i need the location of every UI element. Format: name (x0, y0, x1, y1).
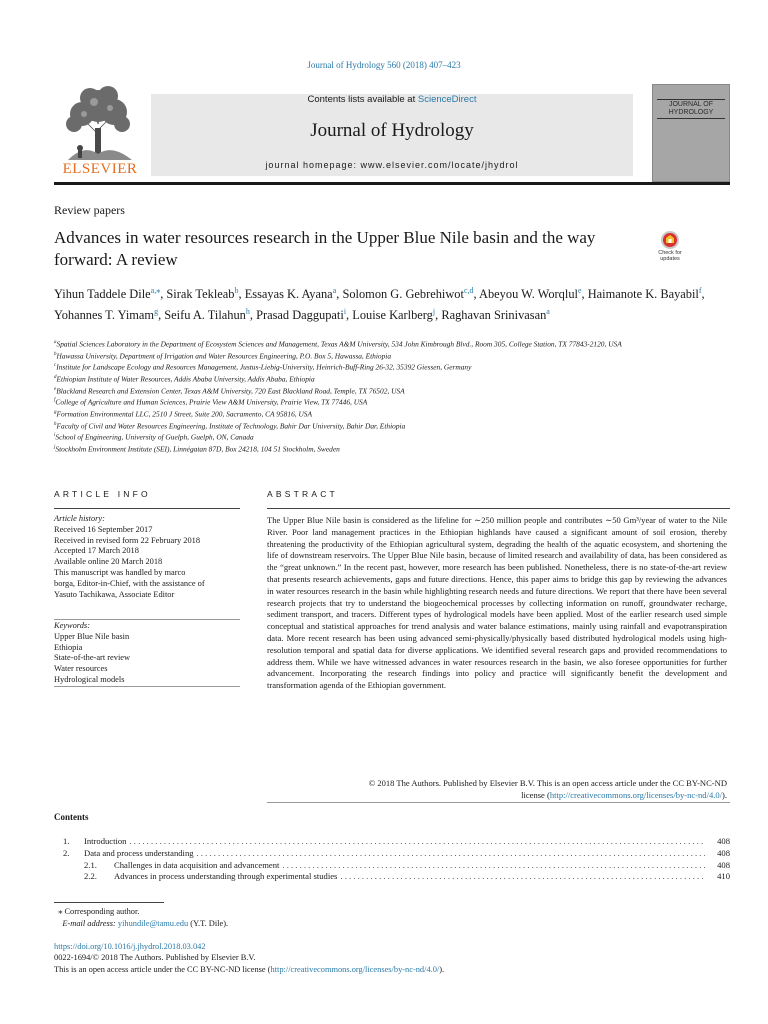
cover-title: JOURNAL OF HYDROLOGY (657, 99, 725, 119)
corresponding-author-footnote (54, 906, 730, 929)
author-name: Yohannes T. Yimam (54, 308, 155, 323)
contents-heading: Contents (54, 812, 89, 822)
author[interactable] (54, 308, 158, 322)
author[interactable] (245, 287, 337, 301)
affiliation (54, 385, 730, 397)
affiliation-key: g (54, 410, 57, 416)
affiliation-text: Spatial Sciences Laboratory in the Department of Ecosystem Sciences and Management, Texas A&M University, 534 John Kimbrough Blvd., Room 305, College Station, TX 77843-2120, USA (56, 339, 622, 349)
affiliation-key: d (54, 375, 57, 381)
affiliation-key: j (54, 445, 56, 451)
toc-number: 1. (63, 836, 70, 846)
affiliation-key: a (54, 340, 57, 345)
toc-title: Data and process understanding (84, 847, 194, 858)
affiliation-key: h (54, 421, 57, 427)
toc-page: 408 (717, 859, 730, 870)
author-name: Sirak Tekleab (166, 287, 235, 302)
toc-page: 408 (717, 847, 730, 858)
table-of-contents (54, 836, 730, 883)
toc-title: Challenges in data acquisition and advancement (114, 859, 280, 870)
author-list: Yihun Taddele Dile$^{a,⁎}$, Sirak Tekleab$^b$, Essayas K. Ayana$^a$, Solomon G. Gebrehiwot$^{c,d}$, Abeyou W. Worqlul$^e$, Haimanote K. Bayabil$^f$, Yohannes T. Yimam$^g$, Seifu A. Tilahun$^h$, Prasad Daggupati$^i$, Louise Karlberg$^j$, Raghavan Srinivasan$^a$ (54, 286, 705, 323)
affiliation-text: College of Agriculture and Human Sciences, Prairie View A&M University, Prairie View, TX 77446, USA (55, 397, 368, 407)
author-name: Seifu A. Tilahun (164, 308, 246, 323)
author-affiliation-marker[interactable]: e (577, 286, 582, 295)
article-history (54, 514, 240, 600)
affiliation (54, 373, 730, 385)
affiliation (54, 420, 730, 432)
author-name: Solomon G. Gebrehiwot (342, 287, 464, 302)
toc-leader (340, 871, 705, 883)
keyword: State-of-the-art review (54, 653, 131, 663)
author[interactable] (588, 287, 702, 301)
footnote-divider (54, 902, 164, 903)
author[interactable] (166, 287, 238, 301)
author[interactable] (441, 308, 550, 322)
affiliation-key: i (54, 433, 56, 439)
journal-title: Journal of Hydrology (310, 120, 474, 141)
affiliation-text: Faculty of Civil and Water Resources Engineering, Institute of Technology, Bahir Dar University, Bahir Dar, Ethiopia (56, 421, 406, 431)
article-section: Review papers (54, 203, 125, 217)
corresponding-author: ⁎ Corresponding author. (58, 907, 140, 916)
toc-leader (282, 860, 705, 872)
affiliation-key: c (54, 363, 57, 369)
history-entry: Accepted 17 March 2018 (54, 546, 139, 556)
divider (54, 619, 240, 620)
author-name: Raghavan Srinivasan (441, 308, 547, 323)
affiliation (54, 338, 730, 350)
author-affiliation-marker[interactable]: g (154, 307, 159, 317)
keywords-block (54, 621, 240, 686)
footer-license-link[interactable]: http://creativecommons.org/licenses/by-nc-nd/4.0/ (270, 964, 440, 974)
toc-leader (197, 848, 705, 860)
divider (267, 508, 730, 509)
history-entry: Available online 20 March 2018 (54, 557, 163, 567)
journal-cover-thumbnail[interactable] (652, 84, 730, 182)
keyword: Water resources (54, 664, 108, 674)
affiliation-text: School of Engineering, University of Guelph, Guelph, ON, Canada (55, 432, 254, 442)
author[interactable] (54, 287, 160, 301)
sciencedirect-link[interactable]: ScienceDirect (417, 94, 477, 105)
divider (54, 686, 240, 687)
history-entry: Received 16 September 2017 (54, 524, 153, 534)
history-label: Article history: (54, 514, 105, 523)
keyword: Hydrological models (54, 674, 125, 684)
toc-number: 2.1. (84, 859, 97, 870)
author-affiliation-marker[interactable]: f (698, 286, 702, 295)
toc-number: 2. (63, 847, 70, 858)
history-entry: This manuscript was handled by marco (54, 567, 186, 577)
keywords-list (54, 632, 240, 686)
affiliation-text: Hawassa University, Department of Irrigation and Water Resources Engineering, P.O. Box 5, Hawassa, Ethiopia (56, 351, 392, 361)
contents-availability: Contents lists available at ScienceDirect (307, 94, 477, 105)
abstract-heading: ABSTRACT (267, 489, 338, 499)
affiliation-text: Formation Environmental LLC, 2510 J Street, Suite 200, Sacramento, CA 95816, USA (56, 409, 313, 419)
author[interactable] (342, 287, 473, 301)
check-for-updates-badge[interactable] (652, 230, 688, 266)
author-email-link[interactable]: yihundile@tamu.edu (117, 918, 189, 928)
masthead-banner (151, 94, 633, 176)
affiliation-key: f (54, 398, 56, 404)
author-affiliation-marker[interactable]: b (234, 286, 239, 295)
affiliation-text: Blackland Research and Extension Center, Texas A&M University, 720 East Blackland Road, Temple, TX 76502, USA (56, 386, 405, 396)
affiliation (54, 408, 730, 420)
toc-number: 2.2. (84, 871, 97, 882)
affiliation (54, 350, 730, 362)
author-affiliation-marker[interactable]: j (432, 307, 436, 317)
author-name: Haimanote K. Bayabil (587, 287, 699, 302)
author-affiliation-marker[interactable]: h (245, 307, 250, 317)
toc-title: Advances in process understanding through experimental studies (114, 871, 338, 882)
doi-link[interactable]: https://doi.org/10.1016/j.jhydrol.2018.03.042 (54, 942, 206, 951)
toc-page: 408 (717, 836, 730, 846)
author[interactable] (164, 308, 250, 322)
author-name: Louise Karlberg (352, 308, 433, 323)
author-name: Abeyou W. Worqlul (479, 287, 578, 302)
elsevier-wordmark: ELSEVIER (62, 161, 138, 177)
toc-entry[interactable] (54, 871, 730, 883)
affiliation-key: e (54, 386, 57, 392)
divider (267, 802, 730, 803)
check-updates-label: Check for updates (658, 250, 682, 262)
author-affiliation-marker[interactable]: a,⁎ (150, 286, 161, 295)
toc-entry[interactable] (54, 860, 730, 872)
elsevier-tree-icon (54, 84, 146, 162)
check-updates-icon (652, 230, 688, 250)
affiliation-text: Institute for Landscape Ecology and Resources Management, Justus-Liebig-University, Heinrich-Buff-Ring 26-32, 35392 Giessen, Germany (56, 362, 472, 372)
history-list (54, 525, 240, 601)
affiliation-text: Stockholm Environment Institute (SEI), Linnégatan 87D, Box 24218, 104 51 Stockholm, Sweden (55, 444, 340, 454)
affiliations (54, 338, 730, 455)
author-email-line: E-mail address: yihundile@tamu.edu (Y.T. Dile). (62, 918, 229, 928)
affiliation (54, 361, 730, 373)
author-affiliation-marker[interactable]: c,d (463, 286, 474, 295)
divider (54, 508, 240, 509)
author-name: Essayas K. Ayana (244, 287, 333, 302)
author[interactable] (256, 308, 346, 322)
keywords-label: Keywords: (54, 621, 90, 630)
toc-page: 410 (717, 871, 730, 882)
toc-leader (129, 836, 705, 848)
author[interactable] (352, 308, 435, 322)
author-affiliation-marker[interactable]: a (546, 307, 550, 317)
keyword: Upper Blue Nile basin (54, 631, 130, 641)
journal-citation[interactable]: Journal of Hydrology 560 (2018) 407–423 (307, 60, 461, 70)
affiliation (54, 431, 730, 443)
keyword: Ethiopia (54, 642, 83, 652)
toc-entry[interactable] (54, 836, 730, 848)
author-name: Prasad Daggupati (256, 308, 344, 323)
abstract-copyright: © 2018 The Authors. Published by Elsevier B.V. This is an open access article under the CC BY-NC-ND license (http://creativecommons.org/licenses/by-nc-nd/4.0/). (368, 778, 727, 800)
history-entry: borga, Editor-in-Chief, with the assistance of (54, 578, 205, 588)
affiliation-text: Ethiopian Institute of Water Resources, Addis Ababa University, Addis Ababa, Ethiopia (56, 374, 315, 384)
affiliation (54, 396, 730, 408)
author[interactable] (479, 287, 582, 301)
journal-homepage[interactable]: journal homepage: www.elsevier.com/locate/jhydrol (265, 160, 519, 170)
affiliation-key: b (54, 351, 57, 357)
toc-entry[interactable] (54, 848, 730, 860)
history-entry: Received in revised form 22 February 2018 (54, 535, 201, 545)
license-link[interactable]: http://creativecommons.org/licenses/by-nc-nd/4.0/ (549, 789, 723, 800)
author-affiliation-marker[interactable]: i (343, 307, 347, 317)
article-title: Advances in water resources research in the Upper Blue Nile basin and the way forward: A review (54, 228, 596, 269)
abstract-text: The Upper Blue Nile basin is considered as the lifeline for ∼250 million people and contributes ∼50 Gm³/year of water to the Nile River. Poor land management practices in the Ethiopian highlands have caused a significant amount of soil erosion, thereby threatening the productivity of the Ethiopian agricultural system, degrading the health of the aquatic ecosystem, and shortening the life of downstream reservoirs. The Upper Blue Nile basin, because of limited research and availability of data, has been considered as the “great unknown.” In the recent past, however, more research has been published. Nonetheless, there is no state-of-the-art review that presents research achievements, gaps and future directions. Hence, this paper aims to bridge this gap by reviewing the advances in water resources research in the basin while highlighting research needs and future directions. We report that there have been several research projects that try to understand the biogeochemical processes by collecting information on runoff, groundwater recharge, sediment transport, and tracers. Different types of hydrological models have been applied. Most of the earlier research used simple conceptual and statistical approaches for trend analysis and water balance estimations, mainly using rainfall and evapotranspiration data. More recent research has been using advanced semi-physically/physically based distributed hydrological models using high-resolution temporal and spatial data for diverse applications. We identified several research gaps and provided recommendations to address them. While we have witnessed advances in water resources research in the basin, we also foresee opportunities for further advancement. Incorporating the research findings into policy and practice will significantly benefit the development and transformation agenda of the Ethiopian government. (267, 515, 727, 691)
article-footer (54, 941, 730, 975)
author-name: Yihun Taddele Dile (54, 287, 151, 302)
toc-title: Introduction (84, 836, 127, 846)
history-entry: Yasuto Tachikawa, Associate Editor (54, 589, 175, 599)
license-line: This is an open access article under the CC BY-NC-ND license (http://creativecommons.org/licenses/by-nc-nd/4.0/). (54, 964, 445, 974)
affiliation (54, 443, 730, 455)
elsevier-logo[interactable] (54, 84, 146, 180)
article-info-heading: ARTICLE INFO (54, 489, 151, 499)
author-affiliation-marker[interactable]: a (332, 286, 337, 295)
journal-masthead (54, 84, 730, 185)
issn-line: 0022-1694/© 2018 The Authors. Published by Elsevier B.V. (54, 953, 256, 963)
